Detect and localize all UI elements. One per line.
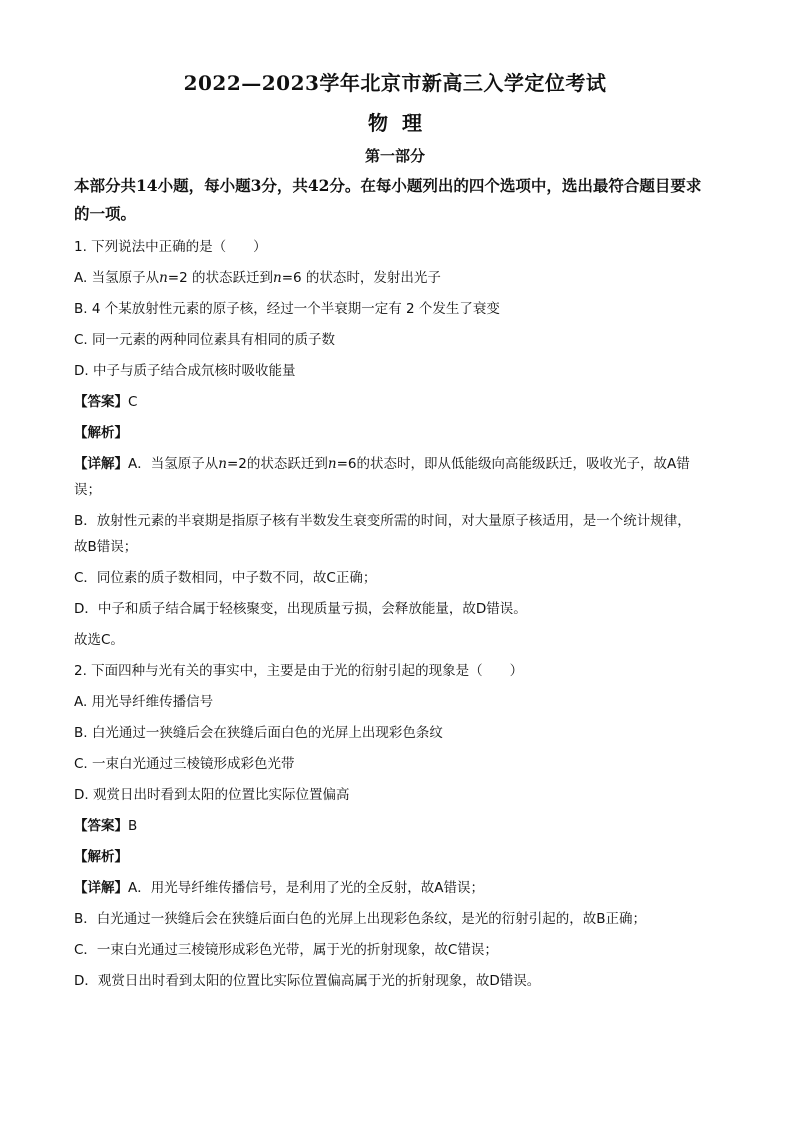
question-1-detail-d: D．中子和质子结合属于轻核聚变，出现质量亏损，会释放能量，故D错误。 xyxy=(74,601,527,617)
answer-tag: 【答案】 xyxy=(74,818,128,834)
answer-value: B xyxy=(128,818,138,834)
variable-n: n xyxy=(159,270,168,286)
question-2-option-c: C. 一束白光通过三棱镜形成彩色光带 xyxy=(74,756,295,772)
question-2-detail-d: D．观赏日出时看到太阳的位置比实际位置偏高属于光的折射现象，故D错误。 xyxy=(74,973,541,989)
variable-n: n xyxy=(218,456,227,472)
analysis-tag: 【解析】 xyxy=(74,849,128,865)
detail-text: =6的状态时，即从低能级向高能级跃迁，吸收光子，故A错 xyxy=(336,456,690,472)
question-2-answer xyxy=(74,811,716,842)
option-text: A. 当氢原子从 xyxy=(74,270,160,286)
question-1-conclusion: 故选C。 xyxy=(74,632,124,648)
variable-n: n xyxy=(327,456,337,472)
question-1-detail-a-cont: 误； xyxy=(74,482,101,498)
detail-tag: 【详解】 xyxy=(74,456,128,472)
question-1-detail-b-cont: 故B错误； xyxy=(74,539,138,555)
option-text: =6 的状态时，发射出光子 xyxy=(281,270,441,286)
part-heading: 第一部分 xyxy=(364,147,425,165)
question-2-analysis-tag xyxy=(74,842,716,873)
variable-n: n xyxy=(273,270,282,286)
answer-value: C xyxy=(128,394,138,410)
question-2-detail-a xyxy=(74,873,716,904)
question-2-detail-c: C．一束白光通过三棱镜形成彩色光带，属于光的折射现象，故C错误； xyxy=(74,942,498,958)
question-1-detail-c: C．同位素的质子数相同，中子数不同，故C正确； xyxy=(74,570,377,586)
subject-heading: 物理 xyxy=(368,111,436,135)
question-1-option-c: C. 同一元素的两种同位素具有相同的质子数 xyxy=(74,332,336,348)
question-1-option-a xyxy=(74,263,716,294)
detail-text: A．当氢原子从 xyxy=(128,456,219,472)
question-1-analysis-tag xyxy=(74,418,716,449)
question-1-stem: 1. 下列说法中正确的是（ ） xyxy=(74,239,267,255)
analysis-tag: 【解析】 xyxy=(74,425,128,441)
answer-tag: 【答案】 xyxy=(74,394,128,410)
question-2-option-a: A. 用光导纤维传播信号 xyxy=(74,694,214,710)
question-1-detail-a xyxy=(74,449,716,480)
question-1-answer xyxy=(74,387,716,418)
section-instructions: 本部分共14小题，每小题3分，共42分。在每小题列出的四个选项中，选出最符合题目要求的一项。 xyxy=(74,176,702,223)
question-1 xyxy=(74,232,716,656)
question-2 xyxy=(74,656,716,997)
question-2-option-d: D. 观赏日出时看到太阳的位置比实际位置偏高 xyxy=(74,787,350,803)
detail-text: A．用光导纤维传播信号，是利用了光的全反射，故A错误； xyxy=(128,880,484,896)
question-2-option-b: B. 白光通过一狭缝后会在狭缝后面白色的光屏上出现彩色条纹 xyxy=(74,725,443,741)
option-text: =2 的状态跃迁到 xyxy=(167,270,273,286)
detail-text: =2的状态跃迁到 xyxy=(226,456,328,472)
question-2-detail-b: B．白光通过一狭缝后会在狭缝后面白色的光屏上出现彩色条纹，是光的衍射引起的，故B正确； xyxy=(74,911,647,927)
question-2-stem: 2. 下面四种与光有关的事实中，主要是由于光的衍射引起的现象是（ ） xyxy=(74,663,524,679)
question-1-option-d: D. 中子与质子结合成氘核时吸收能量 xyxy=(74,363,296,379)
question-1-option-b: B. 4 个某放射性元素的原子核，经过一个半衰期一定有 2 个发生了衰变 xyxy=(74,301,500,317)
exam-title: 2022—2023学年北京市新高三入学定位考试 xyxy=(183,71,607,95)
question-1-detail-b: B．放射性元素的半衰期是指原子核有半数发生衰变所需的时间，对大量原子核适用，是一个统计规律， xyxy=(74,513,691,529)
detail-tag: 【详解】 xyxy=(74,880,128,896)
